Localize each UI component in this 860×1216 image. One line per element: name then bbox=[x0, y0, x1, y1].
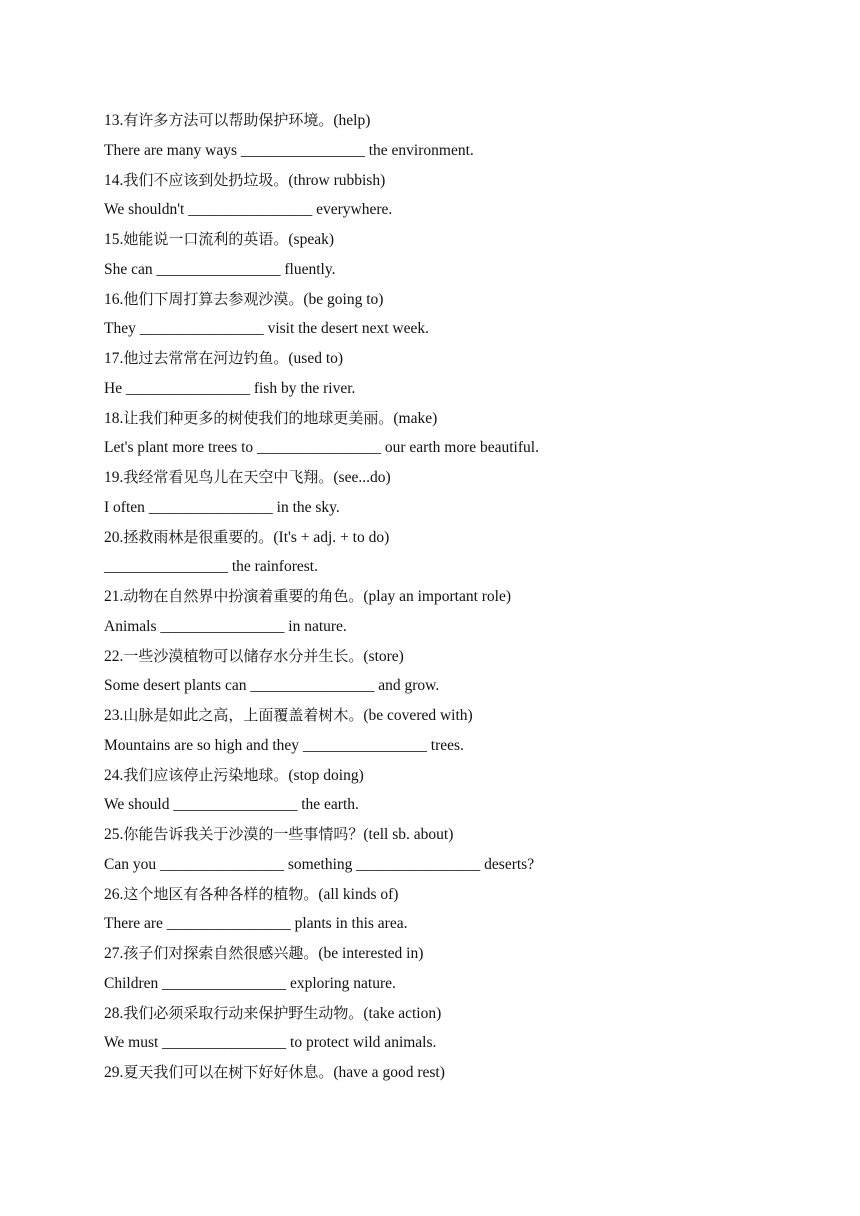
question-14 bbox=[104, 166, 824, 196]
question-number: 21. bbox=[104, 588, 124, 605]
chinese-prompt: 她能说一口流利的英语。 bbox=[123, 230, 289, 248]
chinese-prompt: 让我们种更多的树使我们的地球更美丽。 bbox=[123, 408, 394, 427]
chinese-prompt: 动物在自然界中扮演着重要的角色。 bbox=[123, 587, 364, 605]
question-16 bbox=[104, 285, 824, 315]
question-22 bbox=[104, 642, 824, 672]
chinese-prompt: 我们必须采取行动来保护野生动物。 bbox=[123, 1003, 364, 1022]
hint: (play an important role) bbox=[363, 588, 512, 605]
hint: (take action) bbox=[363, 1004, 442, 1022]
answer-line-19: I often ________________ in the sky. bbox=[104, 498, 340, 516]
question-29 bbox=[104, 1058, 824, 1088]
question-15 bbox=[104, 225, 824, 255]
answer-line-25: Can you ________________ something ________________ deserts? bbox=[104, 855, 535, 873]
chinese-prompt: 他们下周打算去参观沙漠。 bbox=[123, 289, 304, 308]
question-number: 22. bbox=[104, 647, 124, 665]
answer-line-28: We must ________________ to protect wild animals. bbox=[104, 1034, 437, 1052]
answer-line-13: There are many ways ________________ the environment. bbox=[104, 141, 474, 159]
question-number: 20. bbox=[104, 528, 124, 546]
chinese-prompt: 我们不应该到处扔垃圾。 bbox=[123, 170, 289, 189]
answer-line-24: We should ________________ the earth. bbox=[104, 796, 359, 814]
question-17 bbox=[104, 344, 824, 374]
question-26 bbox=[104, 880, 824, 910]
answer-line-15: She can ________________ fluently. bbox=[104, 260, 336, 278]
question-21 bbox=[104, 582, 824, 612]
question-number: 13. bbox=[104, 112, 124, 129]
hint: (It's + adj. + to do) bbox=[273, 528, 390, 546]
hint: (be interested in) bbox=[318, 945, 424, 962]
chinese-prompt: 这个地区有各种各样的植物。 bbox=[123, 884, 319, 903]
question-number: 15. bbox=[104, 231, 124, 248]
hint: (see...do) bbox=[333, 469, 391, 486]
question-number: 18. bbox=[104, 409, 124, 427]
chinese-prompt: 你能告诉我关于沙漠的一些事情吗？ bbox=[123, 825, 364, 843]
answer-line-20: ________________ the rainforest. bbox=[104, 558, 318, 576]
question-number: 17. bbox=[104, 350, 124, 367]
question-number: 28. bbox=[104, 1004, 124, 1022]
question-number: 24. bbox=[104, 766, 124, 784]
chinese-prompt: 我们应该停止污染地球。 bbox=[123, 765, 289, 784]
hint: (be covered with) bbox=[363, 707, 473, 724]
hint: (tell sb. about) bbox=[363, 826, 454, 843]
answer-line-26: There are ________________ plants in this area. bbox=[104, 915, 408, 933]
chinese-prompt: 山脉是如此之高，上面覆盖着树木。 bbox=[123, 706, 364, 724]
hint: (all kinds of) bbox=[318, 885, 399, 903]
chinese-prompt: 拯救雨林是很重要的。 bbox=[123, 527, 274, 546]
question-24 bbox=[104, 761, 824, 791]
answer-line-23: Mountains are so high and they ________________ trees. bbox=[104, 736, 464, 754]
question-number: 23. bbox=[104, 707, 124, 724]
chinese-prompt: 有许多方法可以帮助保护环境。 bbox=[123, 111, 334, 129]
question-25 bbox=[104, 820, 824, 850]
question-20 bbox=[104, 523, 824, 553]
hint: (throw rubbish) bbox=[288, 171, 386, 189]
chinese-prompt: 一些沙漠植物可以储存水分并生长。 bbox=[123, 646, 364, 665]
question-number: 14. bbox=[104, 171, 124, 189]
hint: (stop doing) bbox=[288, 766, 364, 784]
question-number: 27. bbox=[104, 945, 124, 962]
answer-line-22: Some desert plants can ________________ and grow. bbox=[104, 677, 440, 695]
hint: (speak) bbox=[288, 231, 335, 248]
hint: (have a good rest) bbox=[333, 1064, 445, 1081]
chinese-prompt: 孩子们对探索自然很感兴趣。 bbox=[123, 944, 319, 962]
question-number: 26. bbox=[104, 885, 124, 903]
question-19 bbox=[104, 463, 824, 493]
hint: (used to) bbox=[288, 350, 344, 367]
question-18 bbox=[104, 404, 824, 434]
answer-line-27: Children ________________ exploring nature. bbox=[104, 974, 396, 992]
answer-line-18: Let's plant more trees to ________________ our earth more beautiful. bbox=[104, 439, 539, 457]
question-number: 16. bbox=[104, 290, 124, 308]
chinese-prompt: 夏天我们可以在树下好好休息。 bbox=[123, 1063, 334, 1081]
question-28 bbox=[104, 999, 824, 1029]
worksheet bbox=[104, 106, 824, 1088]
answer-line-14: We shouldn't ________________ everywhere. bbox=[104, 201, 393, 219]
hint: (be going to) bbox=[303, 290, 384, 308]
hint: (store) bbox=[363, 647, 404, 665]
hint: (make) bbox=[393, 409, 438, 427]
chinese-prompt: 我经常看见鸟儿在天空中飞翔。 bbox=[123, 468, 334, 486]
question-number: 25. bbox=[104, 826, 124, 843]
answer-line-21: Animals ________________ in nature. bbox=[104, 617, 347, 635]
question-27 bbox=[104, 939, 824, 969]
question-13 bbox=[104, 106, 824, 136]
question-23 bbox=[104, 701, 824, 731]
answer-line-17: He ________________ fish by the river. bbox=[104, 379, 356, 397]
answer-line-16: They ________________ visit the desert next week. bbox=[104, 320, 430, 338]
chinese-prompt: 他过去常常在河边钓鱼。 bbox=[123, 349, 289, 367]
question-number: 19. bbox=[104, 469, 124, 486]
question-number: 29. bbox=[104, 1064, 124, 1081]
hint: (help) bbox=[333, 112, 371, 129]
